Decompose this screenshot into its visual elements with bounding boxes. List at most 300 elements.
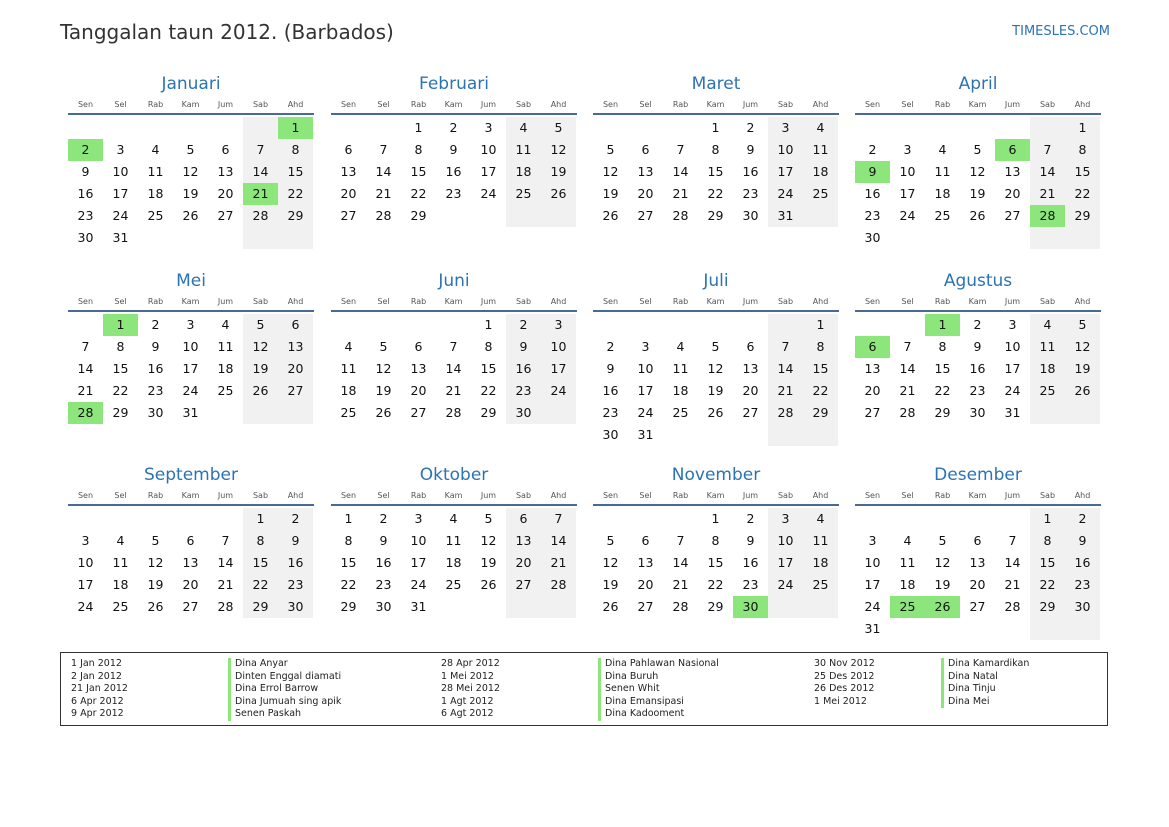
day-cell: 23 xyxy=(1065,574,1100,596)
month-september xyxy=(68,463,314,618)
legend-names-col-1 xyxy=(228,658,341,721)
day-cell: 20 xyxy=(506,552,541,574)
day-grid xyxy=(331,115,576,227)
empty-cell xyxy=(628,508,663,530)
day-cell: 30 xyxy=(742,208,759,223)
day-grid xyxy=(68,506,313,618)
day-cell: 21 xyxy=(899,383,916,398)
legend-holiday-name: Dina Jumuah sing apik xyxy=(228,696,341,709)
day-cell: 12 xyxy=(375,361,392,376)
weekday-label: Kam xyxy=(706,491,725,500)
day-cell: 26 xyxy=(147,599,164,614)
day-cell: 14 xyxy=(375,164,392,179)
day-cell: 12 xyxy=(602,164,619,179)
day-cell: 30 xyxy=(375,599,392,614)
empty-cell xyxy=(960,618,995,640)
day-cell: 13 xyxy=(217,164,234,179)
day-cell: 20 xyxy=(340,186,357,201)
holiday-day-cell: 2 xyxy=(68,139,103,161)
day-cell: 18 xyxy=(340,383,357,398)
day-cell: 19 xyxy=(375,383,392,398)
day-cell: 30 xyxy=(1065,596,1100,618)
day-cell: 15 xyxy=(803,358,838,380)
month-name: Juni xyxy=(438,271,470,291)
day-cell: 13 xyxy=(182,555,199,570)
day-cell: 22 xyxy=(803,380,838,402)
empty-cell xyxy=(243,227,278,249)
empty-cell xyxy=(855,508,890,530)
day-grid xyxy=(593,115,838,227)
day-cell: 21 xyxy=(672,186,689,201)
day-cell: 16 xyxy=(742,164,759,179)
day-cell: 5 xyxy=(541,117,576,139)
weekday-label: Sen xyxy=(864,100,881,109)
weekday-label: Sab xyxy=(1039,491,1056,500)
day-cell: 14 xyxy=(243,161,278,183)
weekday-label: Sab xyxy=(515,100,532,109)
day-cell: 14 xyxy=(541,530,576,552)
day-cell: 17 xyxy=(77,577,94,592)
empty-cell xyxy=(173,227,208,249)
day-cell: 17 xyxy=(768,161,803,183)
weekday-label: Sen xyxy=(340,297,357,306)
day-cell: 9 xyxy=(151,339,160,354)
weekday-label: Jum xyxy=(480,297,497,306)
weekday-label: Kam xyxy=(444,100,463,109)
day-cell: 9 xyxy=(449,142,458,157)
day-cell: 6 xyxy=(746,339,755,354)
day-cell: 3 xyxy=(186,317,195,332)
day-cell: 31 xyxy=(410,599,427,614)
day-cell: 30 xyxy=(506,402,541,424)
day-cell: 21 xyxy=(217,577,234,592)
day-grid xyxy=(68,115,313,249)
day-cell: 19 xyxy=(147,577,164,592)
day-cell: 13 xyxy=(742,361,759,376)
empty-cell xyxy=(925,618,960,640)
weekday-label: Ahd xyxy=(812,100,829,109)
day-cell: 16 xyxy=(147,361,164,376)
day-cell: 9 xyxy=(81,164,90,179)
empty-cell xyxy=(890,618,925,640)
day-cell: 26 xyxy=(480,577,497,592)
legend-date: 28 Apr 2012 xyxy=(441,658,500,669)
day-cell: 27 xyxy=(742,405,759,420)
day-cell: 14 xyxy=(77,361,94,376)
weekday-label: Kam xyxy=(968,100,987,109)
month-desember xyxy=(855,463,1101,640)
day-cell: 13 xyxy=(278,336,313,358)
day-cell: 29 xyxy=(707,208,724,223)
day-cell: 19 xyxy=(480,555,497,570)
weekday-header xyxy=(855,487,1101,506)
day-cell: 3 xyxy=(768,508,803,530)
weekday-label: Sen xyxy=(77,491,94,500)
weekday-label: Sel xyxy=(114,100,127,109)
day-cell: 22 xyxy=(480,383,497,398)
site-link[interactable]: TIMESLES.COM xyxy=(1012,24,1110,39)
day-cell: 6 xyxy=(221,142,230,157)
weekday-label: Sab xyxy=(777,100,794,109)
legend-holiday-name: Dina Anyar xyxy=(228,658,341,671)
day-cell: 5 xyxy=(484,511,493,526)
day-cell: 23 xyxy=(602,405,619,420)
day-cell: 6 xyxy=(506,508,541,530)
day-cell: 22 xyxy=(410,186,427,201)
day-cell: 26 xyxy=(375,405,392,420)
day-cell: 3 xyxy=(641,339,650,354)
day-cell: 27 xyxy=(340,208,357,223)
day-cell: 25 xyxy=(934,208,951,223)
empty-cell xyxy=(663,314,698,336)
day-cell: 23 xyxy=(278,574,313,596)
empty-cell xyxy=(541,596,576,618)
legend-date: 25 Des 2012 xyxy=(814,670,875,682)
day-cell: 9 xyxy=(1065,530,1100,552)
weekday-header xyxy=(68,96,314,115)
weekday-label: Sel xyxy=(377,491,390,500)
empty-cell xyxy=(401,314,436,336)
day-cell: 6 xyxy=(641,142,650,157)
day-cell: 4 xyxy=(903,533,912,548)
day-cell: 2 xyxy=(506,314,541,336)
legend-names-col-2 xyxy=(598,658,719,721)
day-grid xyxy=(855,506,1100,640)
day-cell: 11 xyxy=(217,339,234,354)
day-cell: 19 xyxy=(243,358,278,380)
month-name: April xyxy=(958,74,998,94)
day-cell: 2 xyxy=(151,317,160,332)
legend-holiday-name: Dina Kadooment xyxy=(598,708,719,721)
legend-date: 26 Des 2012 xyxy=(814,683,875,695)
empty-cell xyxy=(541,205,576,227)
day-cell: 25 xyxy=(506,183,541,205)
day-cell: 10 xyxy=(77,555,94,570)
legend-holiday-name: Dina Tinju xyxy=(941,683,1029,696)
day-cell: 28 xyxy=(445,405,462,420)
holiday-legend xyxy=(60,652,1108,726)
day-cell: 17 xyxy=(112,186,129,201)
day-cell: 11 xyxy=(112,555,129,570)
day-cell: 5 xyxy=(606,142,615,157)
day-cell: 15 xyxy=(707,164,724,179)
holiday-day-cell: 9 xyxy=(855,161,890,183)
day-cell: 10 xyxy=(480,142,497,157)
day-cell: 4 xyxy=(803,508,838,530)
day-cell: 10 xyxy=(637,361,654,376)
day-cell: 11 xyxy=(934,164,951,179)
empty-cell xyxy=(436,205,471,227)
day-cell: 7 xyxy=(903,339,912,354)
day-cell: 1 xyxy=(803,314,838,336)
weekday-label: Sel xyxy=(377,100,390,109)
day-cell: 22 xyxy=(1030,574,1065,596)
day-cell: 24 xyxy=(864,599,881,614)
empty-cell xyxy=(173,117,208,139)
empty-cell xyxy=(436,596,471,618)
day-cell: 16 xyxy=(278,552,313,574)
day-grid xyxy=(855,115,1100,249)
empty-cell xyxy=(663,424,698,446)
day-cell: 27 xyxy=(182,599,199,614)
empty-cell xyxy=(506,205,541,227)
weekday-label: Sab xyxy=(515,491,532,500)
day-cell: 18 xyxy=(217,361,234,376)
weekday-label: Ahd xyxy=(550,491,567,500)
month-mei xyxy=(68,269,314,424)
legend-holiday-name: Dina Mei xyxy=(941,696,1029,709)
weekday-label: Rab xyxy=(672,100,689,109)
holiday-day-cell: 30 xyxy=(733,596,768,618)
day-cell: 3 xyxy=(414,511,423,526)
weekday-label: Ahd xyxy=(812,491,829,500)
day-cell: 17 xyxy=(637,383,654,398)
day-cell: 14 xyxy=(672,164,689,179)
day-cell: 11 xyxy=(672,361,689,376)
day-cell: 31 xyxy=(637,427,654,442)
day-cell: 28 xyxy=(243,205,278,227)
weekday-label: Sab xyxy=(515,297,532,306)
day-cell: 3 xyxy=(1008,317,1017,332)
weekday-label: Jum xyxy=(217,491,234,500)
legend-names-col-3 xyxy=(941,658,1029,708)
empty-cell xyxy=(663,508,698,530)
day-cell: 16 xyxy=(969,361,986,376)
empty-cell xyxy=(663,117,698,139)
weekday-label: Rab xyxy=(410,100,427,109)
weekday-header xyxy=(593,96,839,115)
day-cell: 5 xyxy=(938,533,947,548)
empty-cell xyxy=(925,117,960,139)
day-cell: 6 xyxy=(278,314,313,336)
day-cell: 3 xyxy=(81,533,90,548)
weekday-label: Sen xyxy=(340,100,357,109)
day-cell: 10 xyxy=(768,530,803,552)
day-grid xyxy=(855,312,1100,424)
legend-date: 6 Agt 2012 xyxy=(441,708,494,720)
day-cell: 31 xyxy=(182,405,199,420)
day-cell: 4 xyxy=(344,339,353,354)
day-cell: 13 xyxy=(637,555,654,570)
day-cell: 7 xyxy=(449,339,458,354)
day-cell: 28 xyxy=(217,599,234,614)
weekday-label: Jum xyxy=(217,100,234,109)
day-cell: 28 xyxy=(672,599,689,614)
empty-cell xyxy=(1030,117,1065,139)
day-cell: 13 xyxy=(969,555,986,570)
day-cell: 8 xyxy=(803,336,838,358)
weekday-label: Ahd xyxy=(1074,491,1091,500)
day-cell: 10 xyxy=(182,339,199,354)
weekday-header xyxy=(68,293,314,312)
month-oktober xyxy=(331,463,577,618)
weekday-label: Rab xyxy=(147,491,164,500)
day-cell: 22 xyxy=(707,577,724,592)
day-cell: 18 xyxy=(934,186,951,201)
day-cell: 16 xyxy=(506,358,541,380)
empty-cell xyxy=(138,508,173,530)
empty-cell xyxy=(103,117,138,139)
day-cell: 11 xyxy=(1030,336,1065,358)
day-cell: 15 xyxy=(112,361,129,376)
day-cell: 29 xyxy=(934,405,951,420)
day-cell: 7 xyxy=(1008,533,1017,548)
day-cell: 17 xyxy=(480,164,497,179)
month-juni xyxy=(331,269,577,424)
day-cell: 25 xyxy=(672,405,689,420)
day-cell: 18 xyxy=(803,161,838,183)
day-cell: 31 xyxy=(1004,405,1021,420)
month-name: November xyxy=(671,465,761,485)
day-cell: 16 xyxy=(742,555,759,570)
day-cell: 5 xyxy=(379,339,388,354)
empty-cell xyxy=(733,424,768,446)
day-cell: 10 xyxy=(1004,339,1021,354)
empty-cell xyxy=(995,117,1030,139)
weekday-label: Rab xyxy=(672,297,689,306)
day-cell: 19 xyxy=(934,577,951,592)
day-cell: 11 xyxy=(147,164,164,179)
day-cell: 31 xyxy=(112,230,129,245)
day-cell: 26 xyxy=(1065,380,1100,402)
weekday-label: Rab xyxy=(410,491,427,500)
holiday-day-cell: 6 xyxy=(855,336,890,358)
day-cell: 31 xyxy=(768,205,803,227)
legend-date: 21 Jan 2012 xyxy=(71,683,128,695)
month-name: September xyxy=(144,465,238,485)
month-name: Januari xyxy=(161,74,221,94)
day-cell: 15 xyxy=(480,361,497,376)
weekday-label: Rab xyxy=(934,491,951,500)
day-cell: 25 xyxy=(112,599,129,614)
day-cell: 4 xyxy=(938,142,947,157)
day-cell: 8 xyxy=(278,139,313,161)
legend-date: 1 Agt 2012 xyxy=(441,695,494,707)
weekday-label: Sab xyxy=(252,491,269,500)
day-cell: 6 xyxy=(344,142,353,157)
day-cell: 14 xyxy=(1030,161,1065,183)
day-cell: 14 xyxy=(445,361,462,376)
day-cell: 27 xyxy=(278,380,313,402)
day-cell: 20 xyxy=(410,383,427,398)
day-cell: 10 xyxy=(541,336,576,358)
empty-cell xyxy=(471,205,506,227)
day-cell: 24 xyxy=(410,577,427,592)
weekday-label: Ahd xyxy=(550,297,567,306)
day-cell: 11 xyxy=(803,139,838,161)
weekday-label: Sab xyxy=(252,100,269,109)
weekday-label: Kam xyxy=(181,100,200,109)
month-november xyxy=(593,463,839,618)
empty-cell xyxy=(331,117,366,139)
day-cell: 12 xyxy=(969,164,986,179)
day-cell: 15 xyxy=(1065,161,1100,183)
day-cell: 15 xyxy=(410,164,427,179)
weekday-label: Sen xyxy=(602,100,619,109)
day-cell: 21 xyxy=(1030,183,1065,205)
weekday-label: Ahd xyxy=(1074,297,1091,306)
legend-holiday-name: Dinten Enggal diamati xyxy=(228,671,341,684)
legend-date: 1 Mei 2012 xyxy=(441,670,494,682)
day-cell: 27 xyxy=(637,599,654,614)
page-title: Tanggalan taun 2012. (Barbados) xyxy=(60,20,394,44)
day-cell: 1 xyxy=(711,120,720,135)
day-cell: 13 xyxy=(410,361,427,376)
empty-cell xyxy=(593,314,628,336)
weekday-label: Sel xyxy=(377,297,390,306)
day-cell: 2 xyxy=(746,120,755,135)
day-cell: 14 xyxy=(217,555,234,570)
day-cell: 24 xyxy=(1004,383,1021,398)
day-cell: 25 xyxy=(1030,380,1065,402)
day-cell: 29 xyxy=(803,402,838,424)
day-cell: 2 xyxy=(868,142,877,157)
day-cell: 29 xyxy=(243,596,278,618)
day-cell: 9 xyxy=(746,142,755,157)
day-cell: 20 xyxy=(969,577,986,592)
day-cell: 8 xyxy=(414,142,423,157)
day-cell: 17 xyxy=(541,358,576,380)
day-cell: 22 xyxy=(243,574,278,596)
day-cell: 16 xyxy=(77,186,94,201)
legend-holiday-name: Senen Paskah xyxy=(228,708,341,721)
month-maret xyxy=(593,72,839,227)
day-cell: 31 xyxy=(864,621,881,636)
day-cell: 30 xyxy=(969,405,986,420)
day-cell: 11 xyxy=(340,361,357,376)
empty-cell xyxy=(208,402,243,424)
empty-cell xyxy=(1030,402,1065,424)
legend-date: 28 Mei 2012 xyxy=(441,683,500,695)
weekday-label: Sen xyxy=(864,297,881,306)
empty-cell xyxy=(471,596,506,618)
day-cell: 2 xyxy=(1065,508,1100,530)
day-grid xyxy=(331,312,576,424)
weekday-header xyxy=(68,487,314,506)
day-cell: 5 xyxy=(973,142,982,157)
empty-cell xyxy=(541,402,576,424)
day-cell: 18 xyxy=(506,161,541,183)
day-cell: 28 xyxy=(899,405,916,420)
day-cell: 24 xyxy=(112,208,129,223)
legend-holiday-name: Dina Errol Barrow xyxy=(228,683,341,696)
day-cell: 3 xyxy=(768,117,803,139)
legend-dates-col-2 xyxy=(441,658,500,721)
weekday-header xyxy=(593,487,839,506)
day-cell: 12 xyxy=(934,555,951,570)
month-april xyxy=(855,72,1101,249)
weekday-label: Jum xyxy=(742,297,759,306)
day-cell: 23 xyxy=(969,383,986,398)
empty-cell xyxy=(890,117,925,139)
day-cell: 2 xyxy=(606,339,615,354)
day-cell: 22 xyxy=(278,183,313,205)
legend-date: 9 Apr 2012 xyxy=(71,708,124,720)
day-cell: 6 xyxy=(973,533,982,548)
month-name: Desember xyxy=(934,465,1022,485)
weekday-label: Jum xyxy=(1004,100,1021,109)
day-cell: 7 xyxy=(768,336,803,358)
day-cell: 1 xyxy=(711,511,720,526)
weekday-label: Sen xyxy=(340,491,357,500)
day-cell: 18 xyxy=(1030,358,1065,380)
day-cell: 8 xyxy=(711,142,720,157)
weekday-label: Rab xyxy=(410,297,427,306)
empty-cell xyxy=(960,508,995,530)
empty-cell xyxy=(366,117,401,139)
empty-cell xyxy=(855,314,890,336)
weekday-label: Sel xyxy=(639,100,652,109)
